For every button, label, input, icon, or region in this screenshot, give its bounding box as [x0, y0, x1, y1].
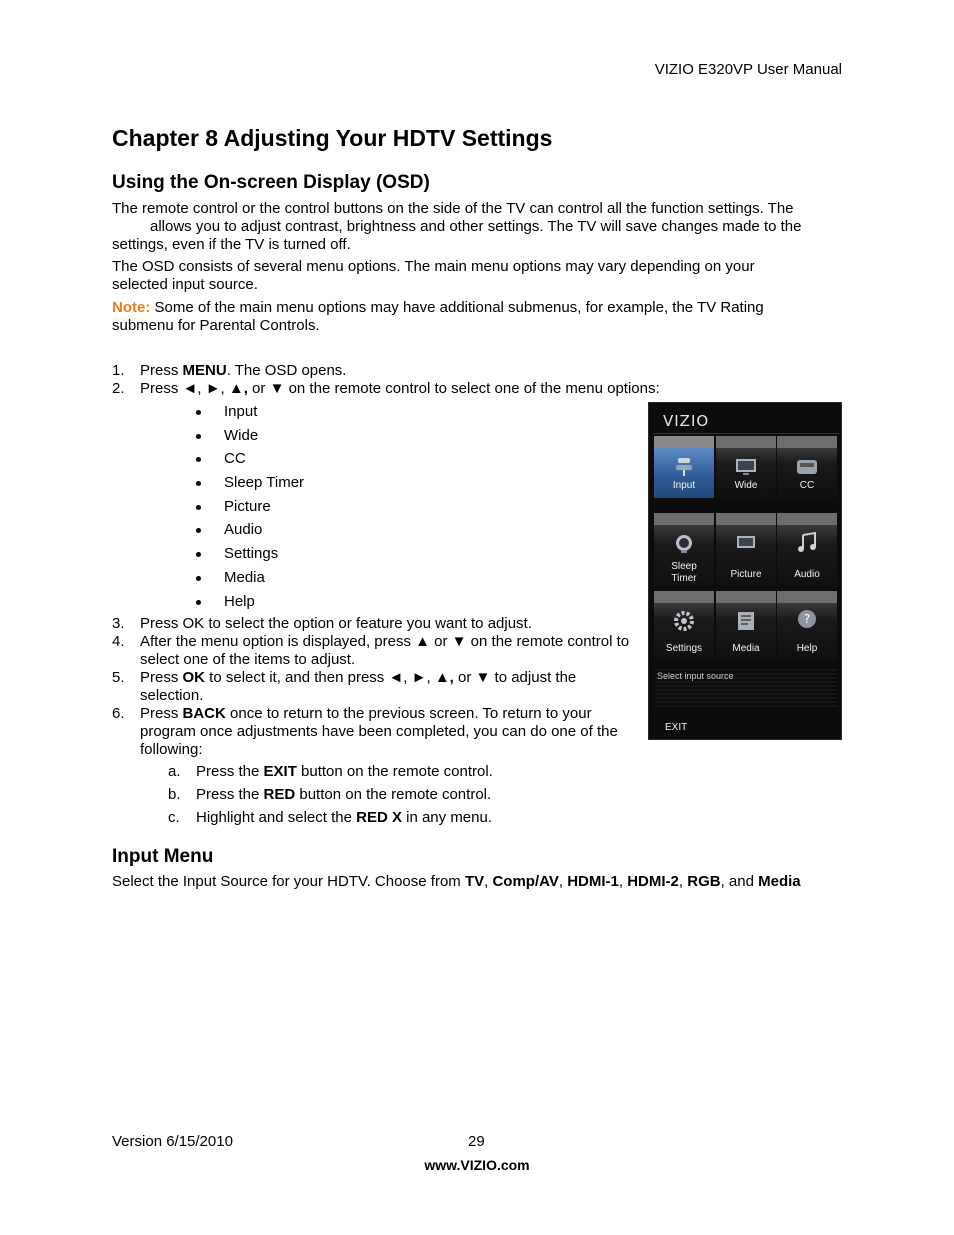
osd-hint-text: Select input source: [657, 671, 734, 681]
osd-intro-paragraph: [112, 200, 837, 254]
step-keyword: OK: [182, 669, 206, 686]
osd-tile-label: Audio: [794, 569, 820, 580]
osd-tile-media[interactable]: [716, 591, 776, 661]
input-menu-heading: Input Menu: [112, 846, 214, 867]
step-6: [112, 705, 620, 759]
manual-title: VIZIO E320VP User Manual: [654, 61, 842, 78]
tv-wide-icon: [734, 454, 758, 478]
note-label: Note:: [112, 299, 151, 316]
step-5: [112, 669, 637, 705]
help-question-icon: [795, 609, 819, 633]
step-text: once to return to the previous screen. To return to your program once adjustments have been completed, you can do one of the following:: [140, 705, 618, 758]
note-text: Some of the main menu options may have additional submenus, for example, the TV Rating submenu for Parental Controls.: [112, 299, 764, 334]
menu-options-list: [196, 403, 304, 616]
menu-option-label: Help: [224, 592, 255, 610]
step-keyword: EXIT: [263, 763, 297, 780]
step-keyword: RED X: [356, 809, 402, 826]
input-menu-paragraph: [112, 873, 852, 891]
step-text: Press the: [196, 763, 264, 780]
step-text: button on the remote control.: [295, 786, 492, 803]
input-source-keyword: HDMI-1: [567, 873, 619, 890]
step-keyword: MENU: [182, 362, 227, 379]
chapter-title: Chapter 8 Adjusting Your HDTV Settings: [112, 125, 553, 151]
step-number: 3.: [112, 615, 125, 632]
step-text: Press: [140, 669, 183, 686]
osd-tile-settings[interactable]: [654, 591, 714, 661]
steps-bottom: [112, 615, 637, 759]
step-text: button on the remote control.: [296, 763, 493, 780]
step-text: or ▼ to adjust the selection.: [140, 669, 577, 704]
para-text: Select the Input Source for your HDTV. Choose from: [112, 873, 465, 890]
step-keyword: BACK: [182, 705, 226, 722]
step-text: to select it, and then press ◄, ►,: [205, 669, 435, 686]
menu-option-label: Picture: [224, 497, 271, 515]
list-item: [196, 569, 304, 593]
osd-exit-button[interactable]: EXIT: [665, 722, 688, 733]
step-number: 5.: [112, 669, 125, 686]
step-text: Press the: [196, 786, 264, 803]
step-keyword: ▲,: [434, 669, 454, 686]
list-item: [196, 593, 304, 617]
steps-top: [112, 362, 712, 398]
menu-option-label: Settings: [224, 545, 279, 563]
list-item: [196, 521, 304, 545]
osd-tile-input[interactable]: [654, 436, 714, 498]
list-item: [168, 786, 493, 809]
sub-step-letter: c.: [168, 809, 180, 826]
step-text: After the menu option is displayed, press ▲ or ▼ on the remote control to select one of the items to adjust.: [140, 633, 630, 668]
menu-option-label: Sleep Timer: [224, 474, 305, 492]
sleep-timer-icon: [672, 531, 696, 555]
step-text: Press ◄, ►,: [140, 380, 229, 397]
menu-option-label: Media: [224, 568, 265, 586]
step-number: 4.: [112, 633, 125, 650]
list-item: [168, 809, 493, 832]
input-source-keyword: Comp/AV: [492, 873, 559, 890]
list-item: [168, 763, 493, 786]
osd-tile-label: Sleep Timer: [671, 561, 697, 584]
sub-step-letter: b.: [168, 786, 181, 803]
list-item: [196, 450, 304, 474]
list-item: [196, 474, 304, 498]
step-keyword: RED: [263, 786, 296, 803]
osd-tile-help[interactable]: [777, 591, 837, 661]
osd-intro-line-1: The remote control or the control buttons on the side of the TV can control all the function settings. The: [112, 200, 794, 217]
osd-tile-picture[interactable]: [716, 513, 776, 589]
osd-tile-label: Picture: [730, 569, 762, 580]
list-item: [196, 427, 304, 451]
step-number: 2.: [112, 380, 125, 397]
step-text: . The OSD opens.: [226, 362, 347, 379]
step-4: [112, 633, 637, 669]
menu-option-label: Input: [224, 403, 258, 420]
menu-option-label: Wide: [224, 426, 259, 444]
para-text: , and: [720, 873, 759, 890]
footer-url[interactable]: www.VIZIO.com: [424, 1157, 530, 1173]
para-text: ,: [678, 873, 688, 890]
osd-tile-label: CC: [799, 480, 815, 491]
osd-intro-line-3: settings, even if the TV is turned off.: [112, 236, 351, 253]
step-number: 6.: [112, 705, 125, 722]
step-2: [112, 380, 712, 398]
osd-tile-label: Settings: [665, 643, 703, 654]
gear-icon: [672, 609, 696, 633]
osd-intro-line-2: allows you to adjust contrast, brightness and other settings. The TV will save changes made to the: [150, 218, 802, 235]
osd-section-heading: Using the On-screen Display (OSD): [112, 172, 430, 193]
input-source-keyword: TV: [464, 873, 485, 890]
para-text: ,: [618, 873, 628, 890]
input-source-keyword: Media: [758, 873, 801, 890]
footer-version: Version 6/15/2010: [112, 1133, 233, 1150]
step-text: Highlight and select the: [196, 809, 357, 826]
media-icon: [734, 609, 758, 633]
list-item: [196, 545, 304, 569]
osd-options-paragraph: The OSD consists of several menu options. The main menu options may vary depending on your selected input source.: [112, 258, 755, 293]
step-3: [112, 615, 637, 633]
menu-option-label: CC: [224, 450, 246, 468]
svg-text:?: ?: [803, 612, 811, 626]
step-number: 1.: [112, 362, 125, 379]
osd-tile-label: Input: [672, 480, 696, 491]
step-text: or ▼ on the remote control to select one of the menu options:: [247, 380, 660, 397]
picture-tv-icon: [734, 531, 758, 555]
para-text: ,: [484, 873, 493, 890]
osd-screenshot: [648, 402, 842, 740]
osd-tile-label: Help: [796, 643, 818, 654]
osd-tile-audio[interactable]: [777, 513, 837, 589]
input-cable-icon: [672, 454, 696, 478]
return-options-list: [168, 763, 493, 832]
list-item: [196, 498, 304, 522]
osd-tile-wide[interactable]: [716, 436, 776, 498]
vizio-logo: VIZIO: [663, 412, 710, 430]
osd-tile-sleep-timer[interactable]: [654, 513, 714, 589]
step-text: Press OK to select the option or feature you want to adjust.: [140, 615, 532, 632]
osd-tile-label: Media: [732, 643, 760, 654]
list-item: [196, 403, 304, 427]
step-text: Press: [140, 362, 183, 379]
osd-tile-label: Wide: [734, 480, 758, 491]
osd-tile-cc[interactable]: [777, 436, 837, 498]
note-paragraph: [112, 299, 812, 335]
menu-option-label: Audio: [224, 521, 263, 539]
input-source-keyword: RGB: [687, 873, 721, 890]
cc-icon: [795, 454, 819, 478]
step-text: in any menu.: [401, 809, 493, 826]
sub-step-letter: a.: [168, 763, 181, 780]
osd-hint-bar: [655, 669, 837, 709]
step-1: [112, 362, 712, 380]
step-text: Press: [140, 705, 183, 722]
input-source-keyword: HDMI-2: [627, 873, 679, 890]
music-note-icon: [795, 531, 819, 555]
page-number: 29: [468, 1133, 485, 1150]
step-keyword: ▲,: [228, 380, 248, 397]
para-text: ,: [558, 873, 568, 890]
